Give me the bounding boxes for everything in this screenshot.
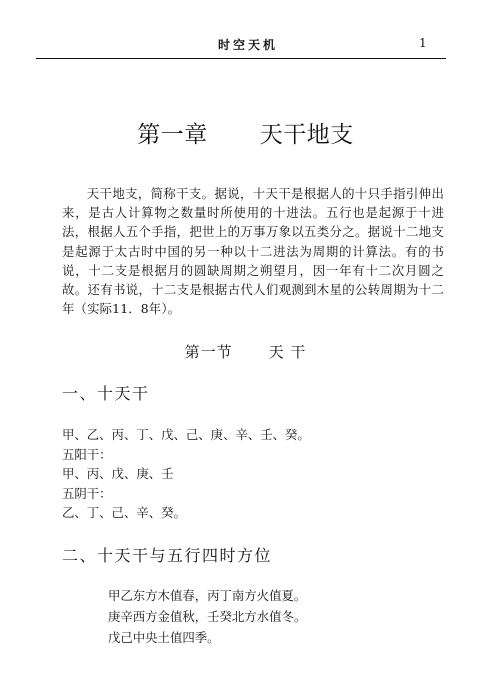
running-head (0, 36, 491, 54)
list-item: 五阴干： (62, 485, 112, 501)
list-item: 乙、丁、己、辛、癸。 (62, 505, 186, 521)
list-item: 甲、乙、丙、丁、戊、己、庚、辛、壬、癸。 (62, 427, 310, 442)
chapter-name: 天干地支 (259, 122, 354, 148)
chapter-title (0, 116, 491, 149)
intro-paragraph: 天干地支，简称干支。据说，十天干是根据人的十只手指引伸出来，是古人计算物之数量时所使用的十进法。五行也是起源于十进法，根据人五个手指，把世上的万事万象以五类分之。据说十二地支是起源于太古时中国的另一种以十二进法为周期的计算法。有的书说，十二支是根据月的圆缺周期之朔望月，因一年有十二次月圆之故。还有书说，十二支是根据古代人们观测到木星的公转周期为十二年（实际11．8年）。 (62, 186, 444, 317)
list-item: 五阳干： (62, 446, 112, 462)
subsection-heading-ten-stems: 一、十天干 (62, 384, 150, 403)
ten-stems-list (62, 425, 310, 523)
running-title: 时空天机 (218, 38, 279, 52)
page-number: 1 (419, 36, 427, 50)
section-title (0, 341, 491, 362)
section-number: 第一节 (184, 343, 233, 361)
subsection-heading-five-elements: 二、十天干与五行四时方位 (62, 546, 273, 565)
five-elements-list (108, 585, 306, 649)
list-item: 甲、丙、戊、庚、壬 (62, 466, 174, 482)
list-item: 戊己中央土值四季。 (108, 630, 220, 646)
chapter-number: 第一章 (137, 122, 208, 148)
section-name: 天 干 (268, 343, 307, 361)
list-item: 庚辛西方金值秋，壬癸北方水值冬。 (108, 609, 307, 625)
header-rule (36, 58, 446, 59)
list-item: 甲乙东方木值春，丙丁南方火值夏。 (108, 588, 307, 603)
